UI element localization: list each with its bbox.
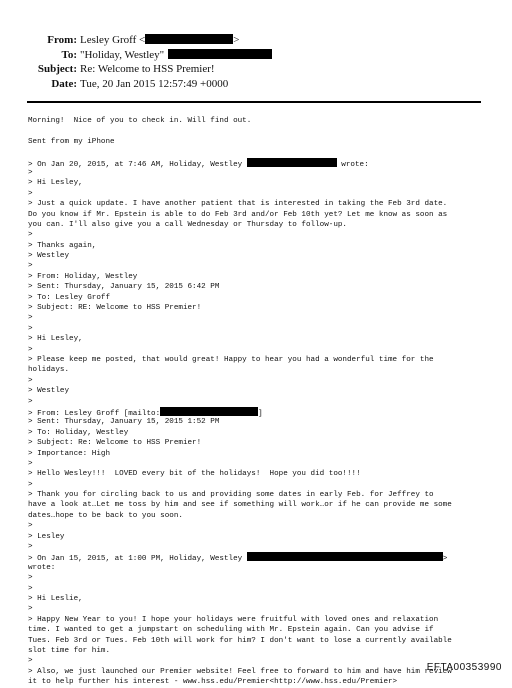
- from-value: Lesley Groff <: [80, 34, 146, 46]
- body-line: >: [28, 605, 33, 614]
- redaction-bar: [160, 407, 258, 416]
- body-line: >: [28, 231, 33, 240]
- body-line: > Subject: RE: Welcome to HSS Premier!: [28, 304, 202, 313]
- body-line: > Thank you for circling back to us and providing some dates in early Feb. for Jeffrey to: [28, 491, 434, 500]
- body-line: it to help further his interest - www.hss.edu/Premier<http://www.hss.edu/Premier>: [28, 678, 398, 687]
- mailto-tail: ]: [258, 409, 263, 418]
- subject-value: Re: Welcome to HSS Premier!: [80, 63, 215, 75]
- body-line: > From: Holiday, Westley: [28, 272, 138, 281]
- body-line: [28, 147, 488, 157]
- body-line: > Sent: Thursday, January 15, 2015 6:42 PM: [28, 283, 220, 292]
- date-label: Date:: [51, 77, 77, 90]
- redaction-bar: [145, 34, 233, 44]
- body-line: > Hi Lesley,: [28, 179, 83, 188]
- body-line: Sent from my iPhone: [28, 137, 115, 146]
- body-line: > Westley: [28, 387, 70, 396]
- to-row: [0, 48, 300, 63]
- redaction-bar: [247, 552, 443, 561]
- from-label: From:: [47, 34, 77, 46]
- date-row: [0, 77, 300, 92]
- body-line: >: [28, 480, 33, 489]
- body-line: > To: Lesley Groff: [28, 293, 111, 302]
- quote-attribution-tail: wrote:: [336, 160, 369, 169]
- body-line: > Hello Wesley!!! LOVED every bit of the holidays! Hope you did too!!!!: [28, 470, 361, 479]
- body-line: Morning! Nice of you to check in. Will find out.: [28, 117, 252, 125]
- body-line: > Westley: [28, 252, 70, 261]
- quote-attribution-tail: >: [442, 555, 448, 564]
- body-line: > Sent: Thursday, January 15, 2015 1:52 PM: [28, 418, 220, 427]
- body-line: > Subject: Re: Welcome to HSS Premier!: [28, 439, 202, 448]
- body-line: you can. I'll also give you a call Wednesday or Thursday to follow-up.: [28, 220, 347, 229]
- body-line: [28, 407, 488, 417]
- body-line: >: [28, 324, 33, 333]
- body-line: > Hi Leslie,: [28, 594, 83, 603]
- mailto-prefix: > From: Lesley Groff [mailto:: [28, 409, 161, 418]
- body-line: Tues. Feb 3rd or Tues. Feb 10th will work for him? I don't want to lose a currently available: [28, 636, 452, 645]
- subject-row: [0, 62, 300, 77]
- body-line: >: [28, 314, 33, 323]
- body-line: slot time for him.: [28, 646, 111, 655]
- body-line: [28, 158, 488, 168]
- body-line: > Please keep me posted, that would great! Happy to hear you had a wonderful time for the: [28, 355, 434, 364]
- body-line: wrote:: [28, 563, 56, 572]
- to-value: "Holiday, Westley": [80, 48, 165, 61]
- body-line: >: [28, 376, 33, 385]
- from-tail: >: [233, 34, 240, 46]
- body-line: > Just a quick update. I have another patient that is interested in taking the Feb 3rd date.: [28, 200, 448, 209]
- body-line: >: [28, 584, 33, 593]
- body-line: > Thanks again,: [28, 241, 97, 250]
- body-line: have a look at…Let me toss by him and see if something will work…or if he can provide me some: [28, 501, 452, 510]
- body-line: > Lesley: [28, 532, 65, 541]
- body-line: >: [28, 459, 33, 468]
- redaction-bar: [168, 49, 272, 59]
- body-line: >: [28, 345, 33, 354]
- body-line: >: [28, 168, 33, 177]
- from-row: [0, 33, 300, 48]
- body-line: >: [28, 574, 33, 583]
- subject-label: Subject:: [37, 63, 77, 75]
- body-line: >: [28, 189, 33, 198]
- to-label: To:: [61, 48, 77, 61]
- email-header: [0, 33, 300, 91]
- body-line: holidays.: [28, 366, 70, 375]
- date-value: Tue, 20 Jan 2015 12:57:49 +0000: [80, 77, 229, 90]
- body-line: [28, 552, 488, 562]
- body-line: > Also, we just launched our Premier website! Feel free to forward to him and have him review: [28, 667, 452, 676]
- body-line: > Hi Lesley,: [28, 335, 83, 344]
- body-line: >: [28, 522, 33, 531]
- body-line: >: [28, 657, 33, 666]
- redaction-bar: [247, 158, 337, 167]
- body-line: >: [28, 543, 33, 552]
- document-id: EFTA00353990: [426, 662, 502, 673]
- body-line: [28, 126, 488, 136]
- body-line: >: [28, 262, 33, 271]
- quote-attribution: > On Jan 15, 2015, at 1:00 PM, Holiday, Westley: [28, 555, 247, 564]
- body-line: > Happy New Year to you! I hope your holidays were fruitful with loved ones and relaxation: [28, 615, 439, 624]
- body-line: >: [28, 397, 33, 406]
- body-line: > To: Holiday, Westley: [28, 428, 129, 437]
- email-body: [28, 116, 488, 687]
- body-line: dates…hope to be back to you soon.: [28, 511, 183, 520]
- header-divider: [27, 101, 481, 103]
- body-line: Do you know if Mr. Epstein is able to do Feb 3rd and/or Feb 10th yet? Let me know as soon as: [28, 210, 448, 219]
- body-line: > Importance: High: [28, 449, 111, 458]
- body-line: time. I wanted to get a jumpstart on scheduling with Mr. Epstein again. Can you advise if: [28, 626, 434, 635]
- quote-attribution: > On Jan 20, 2015, at 7:46 AM, Holiday, Westley: [28, 160, 247, 169]
